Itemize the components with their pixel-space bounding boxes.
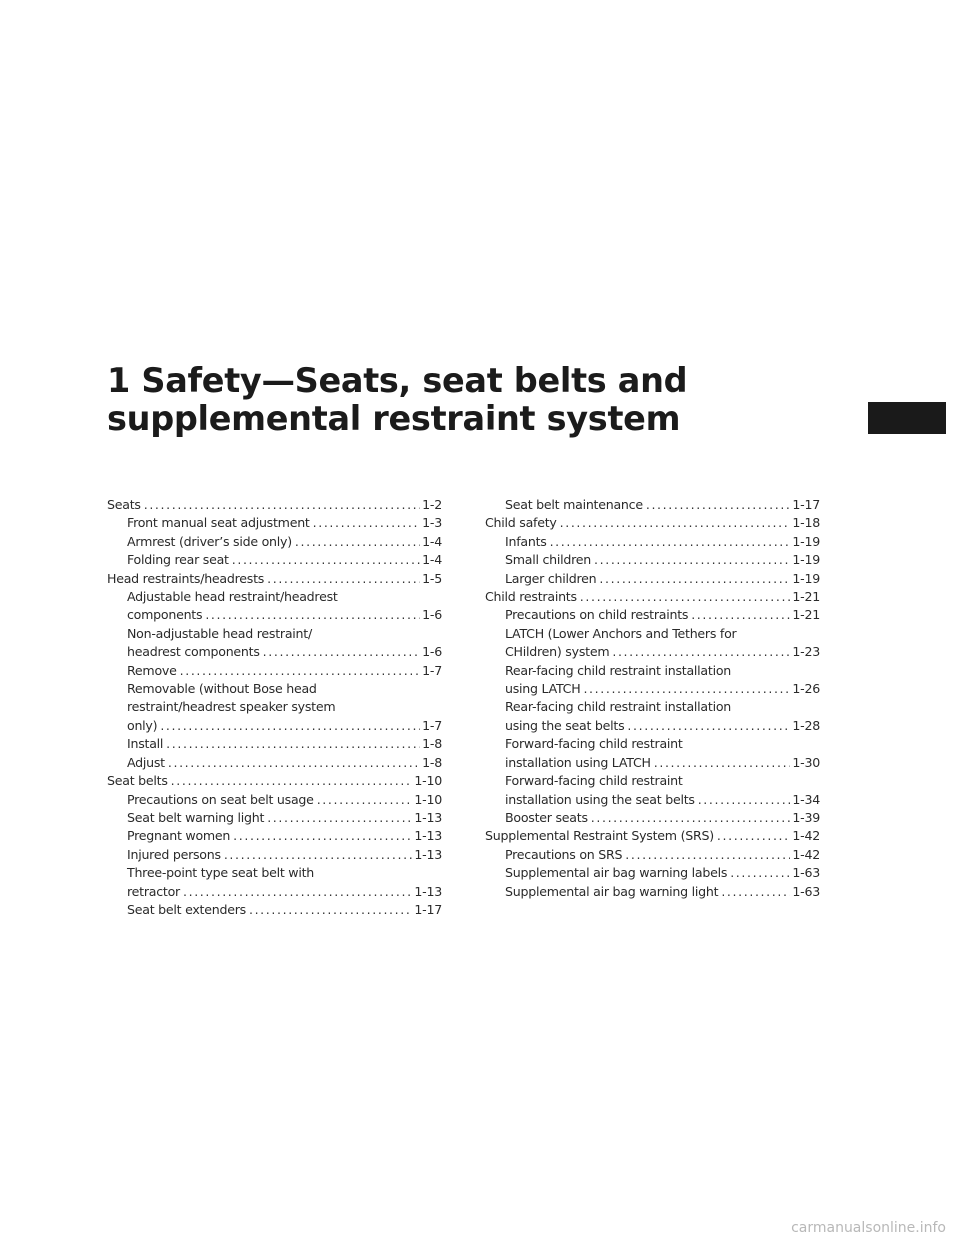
toc-page-number: 1-10 [414,773,442,789]
toc-page-number: 1-21 [792,607,820,623]
toc-leader-dots [183,883,412,901]
toc-entry-title: retractor [127,883,180,899]
toc-entry-title: Adjust [127,754,165,770]
toc-entry-title: Armrest (driver’s side only) [127,533,292,549]
toc-entry-title: Seat belt maintenance [505,497,643,512]
toc-entry[interactable] [107,680,442,735]
toc-page-number: 1-4 [422,533,442,549]
toc-entry[interactable] [485,772,820,809]
toc-entry-title: Precautions on child restraints [505,607,689,623]
toc-entry-title: Seats [107,497,141,512]
toc-leader-dots [625,846,790,864]
toc-leader-dots [205,606,420,624]
toc-entry[interactable] [485,827,820,845]
toc-entry[interactable] [107,846,442,864]
toc-entry-title: Remove [127,662,177,678]
toc-entry[interactable] [107,662,442,680]
toc-entry[interactable] [107,551,442,569]
toc-entry-title: Precautions on seat belt usage [127,791,314,807]
toc-entry-title: Booster seats [505,809,588,825]
toc-page-number: 1-17 [414,901,442,917]
toc-entry[interactable] [107,496,442,514]
toc-entry[interactable] [107,514,442,532]
toc-entry-title-line: Forward-facing child restraint [505,773,683,789]
toc-page-number: 1-4 [422,552,442,568]
toc-leader-dots [224,846,413,864]
toc-entry[interactable] [107,901,442,919]
toc-leader-dots [594,551,790,569]
toc-page-number: 1-6 [422,644,442,660]
toc-leader-dots [232,551,420,569]
toc-entry[interactable] [485,809,820,827]
toc-column-left [107,496,442,919]
toc-entry-title-line: Rear-facing child restraint installation [505,662,732,678]
toc-leader-dots [691,606,790,624]
toc-entry[interactable] [107,864,442,901]
toc-entry[interactable] [485,570,820,588]
toc-page-number: 1-2 [422,497,442,512]
toc-leader-dots [171,772,413,790]
chapter-title-line-2: supplemental restraint system [107,399,681,438]
toc-entry[interactable] [107,754,442,772]
toc-entry-title-line: Removable (without Bose head [127,681,317,697]
toc-page-number: 1-39 [792,809,820,825]
toc-entry-title-line: Non-adjustable head restraint/ [127,625,312,641]
toc-page-number: 1-6 [422,607,442,623]
toc-entry-title-line: Adjustable head restraint/headrest [127,589,338,605]
toc-entry-title: Injured persons [127,846,221,862]
toc-entry[interactable] [485,883,820,901]
toc-entry-title: Infants [505,533,547,549]
toc-entry[interactable] [485,625,820,662]
toc-column-right [485,496,820,901]
toc-leader-dots [646,496,791,514]
toc-entry-title: Install [127,736,164,752]
footer-watermark: carmanualsonline.info [791,1220,946,1236]
toc-leader-dots [612,643,790,661]
toc-entry-title: components [127,607,203,623]
toc-page-number: 1-7 [422,662,442,678]
toc-page-number: 1-23 [792,644,820,660]
toc-entry[interactable] [485,496,820,514]
toc-entry[interactable] [485,533,820,551]
toc-entry-title: only) [127,717,158,733]
toc-entry-title-line: Forward-facing child restraint [505,736,683,752]
toc-entry[interactable] [485,588,820,606]
toc-page-number: 1-8 [422,736,442,752]
toc-entry-title: Precautions on SRS [505,846,623,862]
toc-page-number: 1-42 [792,846,820,862]
toc-entry[interactable] [485,864,820,882]
toc-leader-dots [560,514,791,532]
toc-entry-title: using LATCH [505,681,581,697]
toc-entry-title: Seat belts [107,773,168,789]
toc-entry[interactable] [107,827,442,845]
toc-entry-title: Folding rear seat [127,552,229,568]
toc-leader-dots [580,588,791,606]
toc-entry-title: Child safety [485,515,557,531]
toc-page-number: 1-13 [414,809,442,825]
toc-entry[interactable] [485,735,820,772]
toc-entry-title: Seat belt warning light [127,809,265,825]
toc-leader-dots [627,717,790,735]
toc-entry-title-line: restraint/headrest speaker system [127,699,336,715]
toc-entry[interactable] [107,570,442,588]
toc-leader-dots [591,809,791,827]
toc-entry-title: installation using the seat belts [505,791,695,807]
toc-leader-dots [267,570,420,588]
toc-entry[interactable] [107,625,442,662]
toc-entry[interactable] [485,846,820,864]
toc-entry-title: using the seat belts [505,717,625,733]
toc-page-number: 1-26 [792,681,820,697]
toc-leader-dots [168,754,420,772]
toc-leader-dots [180,662,421,680]
toc-entry[interactable] [107,533,442,551]
toc-entry-title-line: Rear-facing child restraint installation [505,699,732,715]
toc-page-number: 1-13 [414,846,442,862]
toc-entry-title: Seat belt extenders [127,901,246,917]
toc-page-number: 1-34 [792,791,820,807]
toc-page-number: 1-30 [792,754,820,770]
toc-entry[interactable] [107,791,442,809]
toc-page-number: 1-28 [792,717,820,733]
toc-entry-title: CHildren) system [505,644,610,660]
toc-page-number: 1-63 [792,865,820,881]
toc-leader-dots [317,791,413,809]
toc-entry-title: Supplemental air bag warning labels [505,865,728,881]
toc-page-number: 1-42 [792,828,820,844]
chapter-title-line-1: 1 Safety—Seats, seat belts and [107,361,688,400]
toc-page-number: 1-3 [422,515,442,531]
toc-leader-dots [263,643,421,661]
toc-leader-dots [166,735,420,753]
toc-leader-dots [730,864,790,882]
toc-leader-dots [698,791,791,809]
toc-page-number: 1-17 [792,497,820,512]
toc-entry[interactable] [485,606,820,624]
chapter-title [107,362,687,438]
toc-entry-title: Supplemental air bag warning light [505,883,719,899]
toc-page-number: 1-63 [792,883,820,899]
toc-entry-title-line: Three-point type seat belt with [127,865,314,881]
toc-entry-title: headrest components [127,644,260,660]
toc-entry[interactable] [485,698,820,735]
toc-entry[interactable] [107,809,442,827]
toc-entry[interactable] [107,735,442,753]
toc-page-number: 1-19 [792,552,820,568]
toc-leader-dots [721,883,790,901]
toc-entry-title: Small children [505,552,592,568]
toc-entry-title: Front manual seat adjustment [127,515,310,531]
toc-entry-title: Larger children [505,570,597,586]
toc-page-number: 1-5 [422,570,442,586]
toc-leader-dots [160,717,420,735]
toc-entry-title: Child restraints [485,589,577,605]
toc-leader-dots [583,680,790,698]
toc-leader-dots [267,809,412,827]
toc-entry[interactable] [107,588,442,625]
toc-entry[interactable] [485,662,820,699]
toc-leader-dots [599,570,790,588]
toc-leader-dots [144,496,420,514]
toc-page-number: 1-13 [414,883,442,899]
toc-page-number: 1-18 [792,515,820,531]
toc-leader-dots [717,827,791,845]
toc-leader-dots [654,754,791,772]
toc-leader-dots [313,514,421,532]
toc-page-number: 1-19 [792,570,820,586]
toc-page-number: 1-8 [422,754,442,770]
toc-page-number: 1-21 [792,589,820,605]
toc-leader-dots [249,901,412,919]
toc-leader-dots [550,533,791,551]
toc-entry[interactable] [485,551,820,569]
toc-entry[interactable] [107,772,442,790]
toc-page-number: 1-13 [414,828,442,844]
toc-entry-title: Pregnant women [127,828,231,844]
toc-entry-title: Head restraints/headrests [107,570,265,586]
chapter-thumb-tab [868,402,946,434]
toc-entry[interactable] [485,514,820,532]
toc-page-number: 1-19 [792,533,820,549]
toc-leader-dots [233,827,412,845]
toc-page-number: 1-10 [414,791,442,807]
toc-page-number: 1-7 [422,717,442,733]
toc-entry-title: Supplemental Restraint System (SRS) [485,828,714,844]
toc-entry-title-line: LATCH (Lower Anchors and Tethers for [505,625,737,641]
toc-entry-title: installation using LATCH [505,754,651,770]
toc-leader-dots [295,533,420,551]
